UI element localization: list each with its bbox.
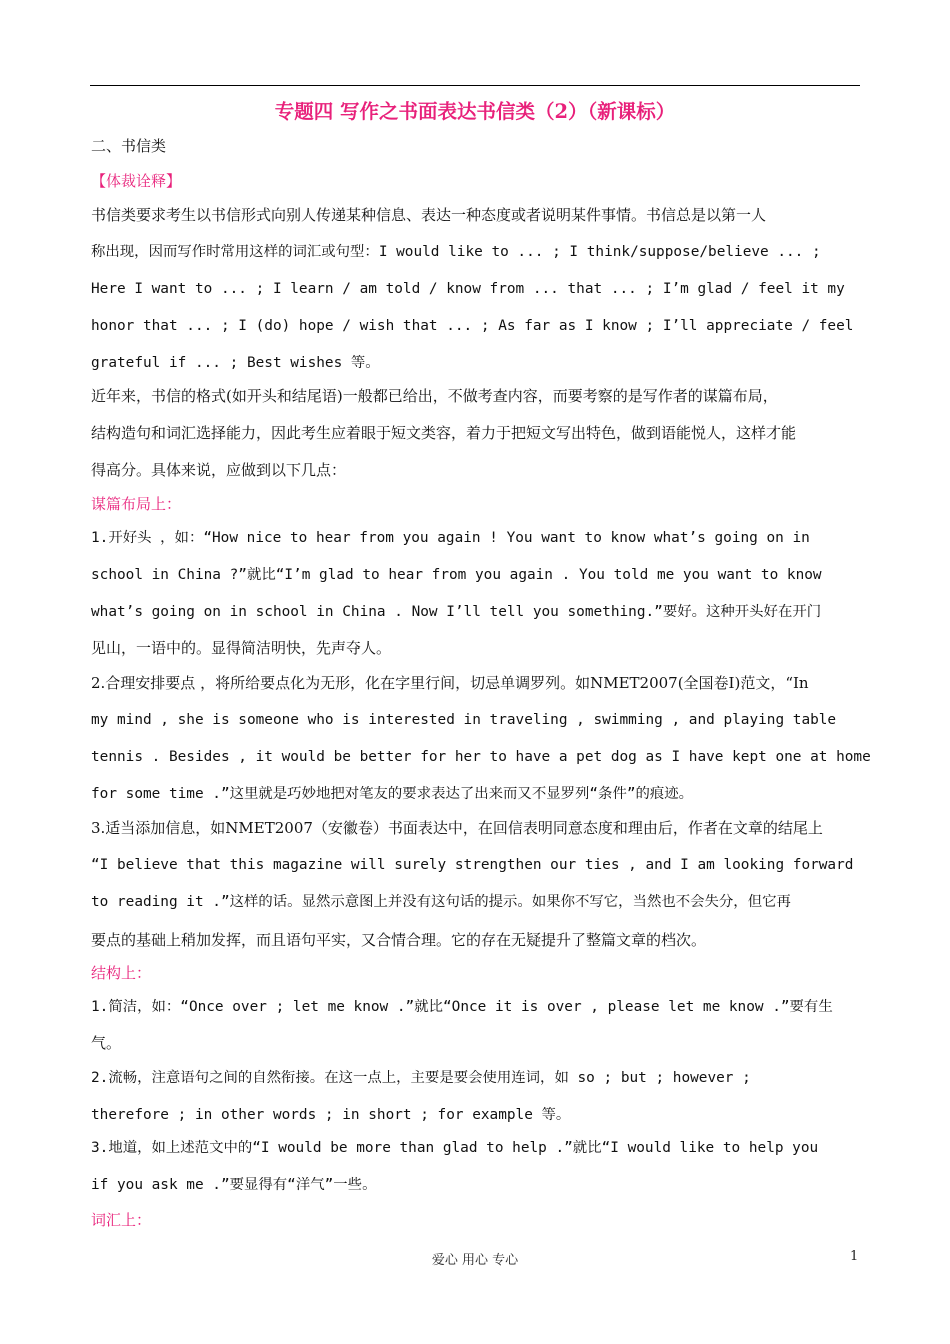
list-item-line: my mind , she is someone who is interested in traveling , swimming , and playing table	[91, 712, 837, 728]
paragraph-line: 书信类要求考生以书信形式向别人传递某种信息、表达一种态度或者说明某件事情。书信总是以第一人	[91, 206, 767, 224]
list-item-line: 2.流畅，注意语句之间的自然衔接。在这一点上，主要是要会使用连词，如 so ; but ; however ;	[91, 1070, 751, 1086]
list-item-line: school in China ?”就比“I’m glad to hear from you again . You told me you want to know	[91, 567, 822, 583]
paragraph-line: 结构造句和词汇选择能力，因此考生应着眼于短文类容，着力于把短文写出特色，做到语能悦人，这样才能	[91, 424, 797, 442]
paragraph-line: 得高分。具体来说，应做到以下几点：	[91, 461, 347, 479]
list-item-line: “I believe that this magazine will surely strengthen our ties , and I am looking forward	[91, 857, 854, 873]
list-item-line: for some time .”这里就是巧妙地把对笔友的要求表达了出来而又不显罗列“条件”的痕迹。	[91, 786, 694, 802]
list-item-line: 1.简洁，如：“Once over ; let me know .”就比“Once it is over , please let me know .”要有生	[91, 999, 833, 1015]
structure-heading: 结构上：	[91, 964, 152, 982]
layout-heading: 谋篇布局上：	[91, 495, 182, 513]
list-item-line: 3.地道，如上述范文中的“I would be more than glad to help .”就比“I would like to help you	[91, 1140, 819, 1156]
list-item-line: 要点的基础上稍加发挥，而且语句平实，又合情合理。它的存在无疑提升了整篇文章的档次。	[91, 931, 707, 949]
paragraph-line: grateful if ... ; Best wishes 等。	[91, 355, 380, 371]
section-heading: 二、书信类	[91, 137, 167, 155]
paragraph-line: honor that ... ; I (do) hope / wish that ... ; As far as I know ; I’ll appreciate / feel	[91, 318, 854, 334]
list-item-line: 气。	[91, 1034, 122, 1052]
page-footer: 爱心 用心 专心	[431, 1253, 519, 1268]
header-rule	[90, 85, 860, 86]
page-number: 1	[850, 1249, 859, 1264]
paragraph-line: 称出现，因而写作时常用这样的词汇或句型：I would like to ... ; I think/suppose/believe ... ;	[91, 244, 821, 260]
list-item-line: 见山，一语中的。显得简洁明快，先声夺人。	[91, 639, 392, 657]
list-item-line: 3.适当添加信息，如NMET2007（安徽卷）书面表达中，在回信表明同意态度和理由后，作者在文章的结尾上	[91, 819, 823, 837]
paragraph-line: 近年来，书信的格式(如开头和结尾语)一般都已给出，不做考查内容，而要考察的是写作者的谋篇布局，	[91, 387, 778, 405]
paragraph-line: Here I want to ... ; I learn / am told / know from ... that ... ; I’m glad / feel it my	[91, 281, 845, 297]
list-item-line: tennis . Besides , it would be better for her to have a pet dog as I have kept one at home	[91, 749, 871, 765]
page-title: 专题四 写作之书面表达书信类（2）（新课标）	[274, 100, 676, 123]
vocab-heading: 词汇上：	[91, 1211, 152, 1229]
list-item-line: what’s going on in school in China . Now I’ll tell you something.”要好。这种开头好在开门	[91, 604, 822, 620]
list-item-line: if you ask me .”要显得有“洋气”一些。	[91, 1177, 377, 1193]
list-item-line: 2.合理安排要点 ，将所给要点化为无形，化在字里行间，切忌单调罗列。如NMET2007(全国卷Ⅰ)范文，“In	[91, 674, 809, 692]
list-item-line: 1.开好头 ，如：“How nice to hear from you again ! You want to know what’s going on in	[91, 530, 810, 546]
genre-heading: 【体裁诠释】	[91, 172, 182, 190]
list-item-line: to reading it .”这样的话。显然示意图上并没有这句话的提示。如果你不写它，当然也不会失分，但它再	[91, 894, 791, 910]
list-item-line: therefore ; in other words ; in short ; for example 等。	[91, 1107, 571, 1123]
